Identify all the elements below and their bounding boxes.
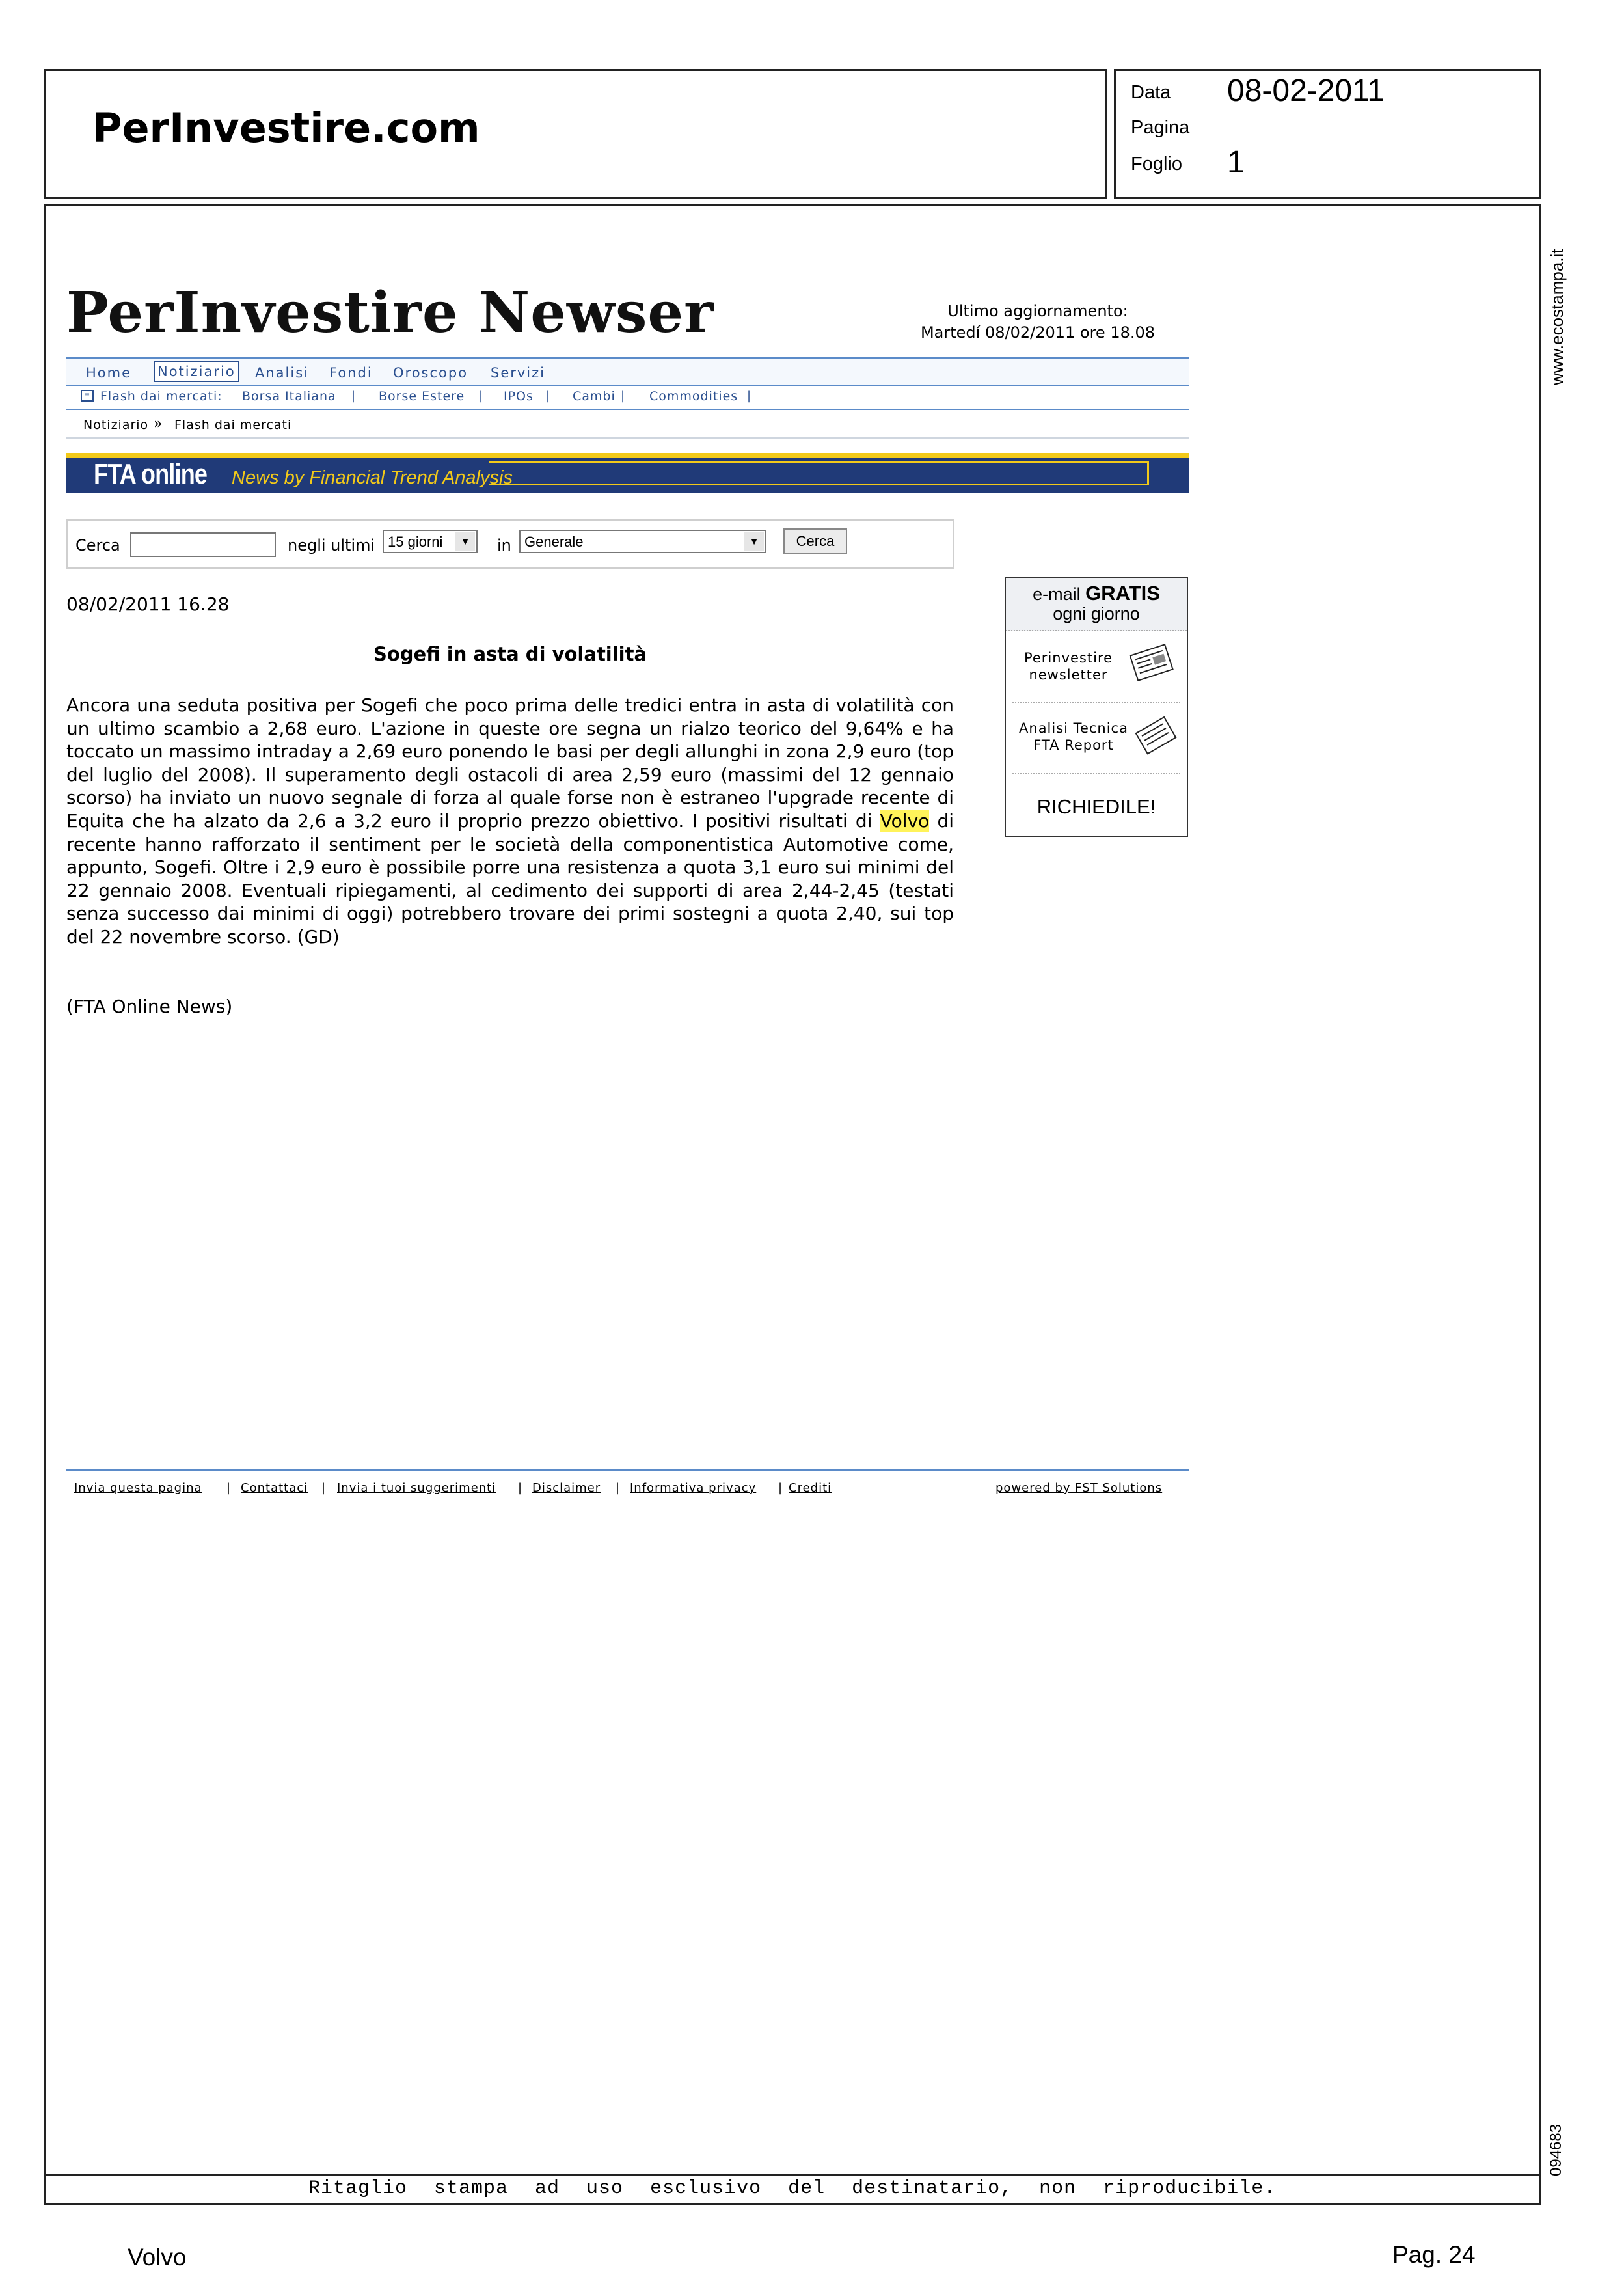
last-update-value: Martedí 08/02/2011 ore 18.08: [920, 323, 1156, 342]
nav-home[interactable]: Home: [86, 365, 132, 381]
ad-gratis: GRATIS: [1085, 582, 1160, 605]
fta-banner[interactable]: [66, 453, 1189, 493]
search-label: Cerca: [75, 536, 120, 554]
sub-nav: [66, 387, 1189, 410]
period-label: negli ultimi: [288, 536, 375, 554]
ecostampa-site: www.ecostampa.it: [1547, 249, 1567, 385]
subnav-commodities[interactable]: Commodities: [649, 389, 738, 403]
report-icon: [1131, 716, 1182, 756]
notice-divider: [44, 2174, 1541, 2176]
ad-email: e-mail: [1033, 584, 1081, 604]
category-select[interactable]: [519, 530, 766, 553]
chevron-down-icon: ▼: [455, 532, 475, 551]
ad-divider: [1012, 702, 1180, 703]
nav-oroscopo[interactable]: Oroscopo: [393, 365, 468, 381]
search-button[interactable]: Cerca: [783, 528, 847, 554]
ad-newsletter-line: newsletter: [1029, 667, 1108, 683]
ad-report-label: [1010, 720, 1137, 754]
ad-cta[interactable]: RICHIEDILE!: [1036, 795, 1156, 818]
ad-header-line2: ogni giorno: [1053, 604, 1140, 623]
category-value: Generale: [524, 534, 584, 550]
breadcrumb-separator-icon: »: [154, 416, 163, 432]
page-number: Pag. 24: [1392, 2241, 1476, 2268]
subnav-borse-estere[interactable]: Borse Estere: [379, 389, 465, 403]
search-form: [66, 519, 954, 569]
newspaper-icon: [1126, 643, 1178, 683]
ad-header-line1: [1006, 582, 1187, 605]
data-value: 08-02-2011: [1227, 74, 1385, 108]
ad-newsletter-line: Perinvestire: [1023, 650, 1113, 666]
footer-sep: |: [778, 1481, 783, 1495]
period-select[interactable]: [383, 530, 478, 553]
footer-link-invia-pagina[interactable]: Invia questa pagina: [74, 1481, 202, 1495]
clipping-frame: [44, 204, 1541, 2205]
subnav-sep: |: [351, 389, 356, 403]
article-source: (FTA Online News): [66, 996, 233, 1017]
footer-sep: |: [226, 1481, 231, 1495]
flash-icon: ≡: [81, 390, 94, 402]
site-footer: [66, 1480, 1189, 1499]
article-text-after: di recente hanno rafforzato il sentiment per le società della componentistica Automotive come, appunto, Sogefi. Oltre i 2,9 euro è possibile porre una resistenza a quota 3,1 euro sui minimi del 22 gennaio 2008. Eventuali ripiegamenti, al cedimento dei supporti di area 2,44-2,45 (testati senza successo dai minimi di oggi) potrebbero trovare dei primi sostegni a quota 2,40, sui top del 22 novembre scorso. (GD): [66, 810, 954, 948]
document-code: 094683: [1547, 2123, 1565, 2176]
foglio-value: 1: [1227, 145, 1245, 180]
footer-link-disclaimer[interactable]: Disclaimer: [532, 1481, 601, 1495]
in-label: in: [497, 536, 511, 554]
period-value: 15 giorni: [388, 534, 443, 550]
banner-top-stripe: [66, 453, 1189, 458]
masthead-title: PerInvestire.com: [92, 104, 480, 152]
nav-analisi[interactable]: Analisi: [255, 365, 309, 381]
ad-header: [1006, 578, 1187, 631]
subnav-label: Flash dai mercati:: [100, 389, 223, 403]
footer-link-crediti[interactable]: Crediti: [789, 1481, 832, 1495]
article-title: Sogefi in asta di volatilità: [373, 643, 647, 665]
newsletter-ad[interactable]: [1005, 577, 1188, 837]
notice-text: Ritaglio stampa ad uso esclusivo del destinatario, non riproducibile.: [308, 2177, 1277, 2200]
last-update-label: Ultimo aggiornamento:: [947, 302, 1128, 320]
footer-sep: |: [616, 1481, 620, 1495]
banner-frame-line: [489, 461, 1149, 485]
subnav-borsa-italiana[interactable]: Borsa Italiana: [242, 389, 336, 403]
ad-newsletter-label: [1010, 649, 1127, 683]
subnav-sep: |: [747, 389, 751, 403]
banner-brand: FTA online: [94, 458, 208, 490]
nav-servizi[interactable]: Servizi: [491, 365, 546, 381]
subnav-sep: |: [479, 389, 483, 403]
article-body: [66, 694, 954, 949]
nav-notiziario[interactable]: Notiziario: [154, 361, 239, 382]
banner-tagline: News by Financial Trend Analysis: [232, 467, 513, 488]
breadcrumb-notiziario[interactable]: Notiziario: [83, 418, 149, 432]
breadcrumb-flash: Flash dai mercati: [174, 418, 292, 432]
footer-sep: |: [518, 1481, 522, 1495]
nav-fondi[interactable]: Fondi: [329, 365, 373, 381]
search-input[interactable]: [130, 532, 276, 557]
ad-report-line: Analisi Tecnica: [1019, 720, 1128, 736]
subnav-ipos[interactable]: IPOs: [504, 389, 534, 403]
subnav-cambi[interactable]: Cambi: [573, 389, 616, 403]
article-paragraph: [66, 694, 954, 949]
last-update: [898, 301, 1178, 344]
article-text-before: Ancora una seduta positiva per Sogefi che poco prima delle tredici entra in asta di volatilità con un ultimo scambio a 2,68 euro. L'azione in queste ore segna un rialzo teorico del 9,64% e ha toccato un massimo intraday a 2,69 euro ponendo le basi per degli allunghi in zona 2,9 euro (top del luglio del 2008). Il superamento degli ostacoli di area 2,59 euro (massimi del 12 gennaio scorso) ha inviato un nuovo segnale di forza al quale forse non è estraneo l'upgrade recente di Equita che ha alzato da 2,6 a 3,2 euro il proprio prezzo obiettivo. I positivi risultati di: [66, 694, 954, 832]
site-footer-line: [66, 1469, 1189, 1471]
footer-sep: |: [321, 1481, 326, 1495]
bottom-keyword: Volvo: [128, 2244, 187, 2271]
pagina-label: Pagina: [1131, 117, 1190, 138]
main-nav: [66, 357, 1189, 386]
ad-report-line: FTA Report: [1033, 737, 1114, 753]
footer-powered-by[interactable]: powered by FST Solutions: [995, 1481, 1163, 1495]
site-logo[interactable]: PerInvestire Newser: [66, 280, 714, 346]
footer-link-contattaci[interactable]: Contattaci: [241, 1481, 308, 1495]
article-datetime: 08/02/2011 16.28: [66, 594, 230, 615]
subnav-sep: |: [545, 389, 550, 403]
foglio-label: Foglio: [1131, 154, 1182, 174]
footer-link-privacy[interactable]: Informativa privacy: [630, 1481, 757, 1495]
chevron-down-icon: ▼: [744, 532, 764, 551]
subnav-sep: |: [621, 389, 625, 403]
footer-link-suggerimenti[interactable]: Invia i tuoi suggerimenti: [337, 1481, 496, 1495]
breadcrumb: [66, 410, 1189, 439]
ad-divider: [1012, 773, 1180, 774]
data-label: Data: [1131, 82, 1171, 103]
highlighted-keyword: Volvo: [880, 810, 930, 832]
